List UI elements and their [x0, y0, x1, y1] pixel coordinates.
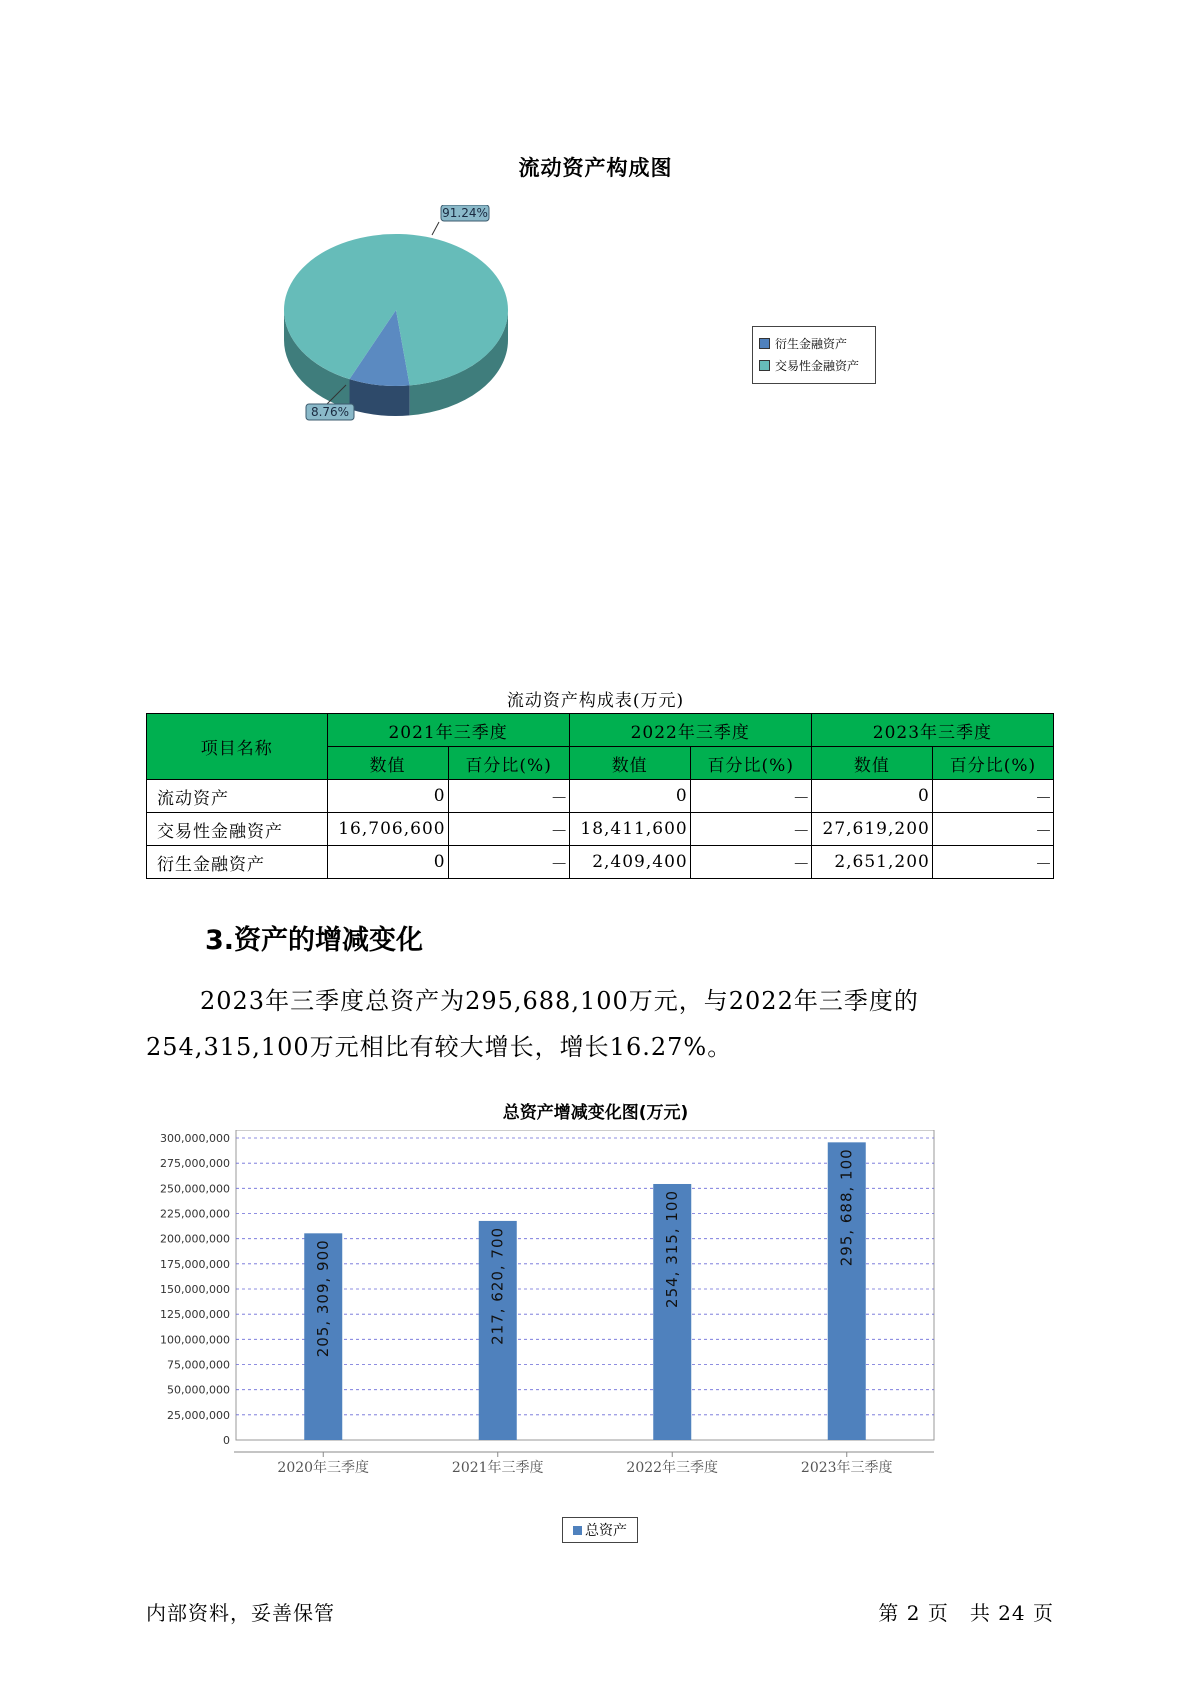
bar-category-label: 2020年三季度 [277, 1460, 370, 1476]
section-paragraph [146, 978, 1056, 1070]
cell-percent: － [932, 780, 1053, 813]
bar-legend [562, 1517, 638, 1543]
table-row [147, 846, 1054, 879]
bar-data-label: 295, 688, 100 [837, 1148, 856, 1267]
row-name: 衍生金融资产 [147, 846, 328, 879]
bar-y-tick-label: 250,000,000 [160, 1182, 230, 1196]
table-row [147, 780, 1054, 813]
header-percent: 百分比(%) [690, 747, 811, 780]
footer-confidential: 内部资料，妥善保管 [146, 1601, 335, 1625]
header-value: 数值 [327, 747, 448, 780]
cell-value: 0 [811, 780, 932, 813]
current-assets-table [146, 713, 1054, 879]
bar-data-label: 205, 309, 900 [314, 1239, 333, 1358]
cell-percent: － [690, 813, 811, 846]
bar-y-tick-label: 150,000,000 [160, 1283, 230, 1296]
pie-legend-item [759, 354, 869, 376]
cell-percent: － [448, 846, 569, 879]
bar-data-label: 217, 620, 700 [488, 1226, 507, 1345]
bar-legend-label: 总资产 [585, 1523, 627, 1539]
table-row [147, 813, 1054, 846]
row-name: 交易性金融资产 [147, 813, 328, 846]
bar-y-tick-label: 125,000,000 [160, 1308, 230, 1322]
header-value: 数值 [569, 747, 690, 780]
section-heading: 3.资产的增减变化 [205, 925, 424, 956]
cell-value: 18,411,600 [569, 813, 690, 846]
bar-y-tick-label: 50,000,000 [167, 1383, 230, 1397]
pie-chart [280, 205, 570, 465]
pie-leader-line [432, 222, 439, 235]
header-period-2023: 2023年三季度 [811, 714, 1053, 747]
bar-y-tick-label: 200,000,000 [160, 1232, 230, 1246]
cell-percent: － [448, 780, 569, 813]
header-period-2021: 2021年三季度 [327, 714, 569, 747]
bar-y-tick-label: 300,000,000 [160, 1132, 230, 1145]
cell-value: 2,409,400 [569, 846, 690, 879]
header-percent: 百分比(%) [448, 747, 569, 780]
pie-legend [752, 326, 876, 384]
cell-percent: － [932, 846, 1053, 879]
cell-value: 16,706,600 [327, 813, 448, 846]
bar-y-tick-label: 0 [223, 1434, 230, 1447]
bar-category-label: 2023年三季度 [800, 1460, 893, 1476]
legend-label-derivative: 衍生金融资产 [775, 336, 848, 351]
footer-page-number: 第 2 页 共 24 页 [878, 1601, 1054, 1625]
header-percent: 百分比(%) [932, 747, 1053, 780]
cell-percent: － [690, 846, 811, 879]
header-period-2022: 2022年三季度 [569, 714, 811, 747]
pie-chart-title: 流动资产构成图 [518, 156, 673, 180]
cell-value: 27,619,200 [811, 813, 932, 846]
bar-y-tick-label: 225,000,000 [160, 1207, 230, 1221]
bar-y-tick-label: 100,000,000 [160, 1333, 230, 1347]
header-value: 数值 [811, 747, 932, 780]
cell-value: 0 [327, 846, 448, 879]
paragraph-text: 2023年三季度总资产为295,688,100万元，与2022年三季度的254,315,100万元相比有较大增长，增长16.27%。 [146, 987, 919, 1061]
pie-legend-item [759, 332, 869, 354]
bar-y-tick-label: 175,000,000 [160, 1257, 230, 1271]
legend-label-trading: 交易性金融资产 [775, 358, 860, 373]
bar-data-label: 254, 315, 100 [663, 1189, 682, 1308]
cell-percent: － [690, 780, 811, 813]
cell-value: 2,651,200 [811, 846, 932, 879]
legend-swatch-derivative [759, 338, 770, 349]
bar-y-tick-label: 75,000,000 [167, 1358, 230, 1372]
cell-percent: － [448, 813, 569, 846]
pie-data-label: 91.24% [442, 206, 488, 220]
bar-chart-title: 总资产增减变化图(万元) [502, 1103, 689, 1123]
pie-data-label: 8.76% [310, 405, 350, 419]
header-item-name: 项目名称 [147, 714, 328, 780]
legend-swatch-trading [759, 360, 770, 371]
bar-category-label: 2022年三季度 [626, 1460, 719, 1476]
bar-chart [150, 1130, 1030, 1550]
cell-value: 0 [327, 780, 448, 813]
cell-value: 0 [569, 780, 690, 813]
bar-y-tick-label: 275,000,000 [160, 1157, 230, 1171]
table-caption: 流动资产构成表(万元) [506, 691, 685, 711]
bar-category-label: 2021年三季度 [451, 1460, 544, 1476]
bar-legend-swatch [573, 1526, 582, 1535]
row-name: 流动资产 [147, 780, 328, 813]
cell-percent: － [932, 813, 1053, 846]
bar-y-tick-label: 25,000,000 [167, 1408, 230, 1422]
